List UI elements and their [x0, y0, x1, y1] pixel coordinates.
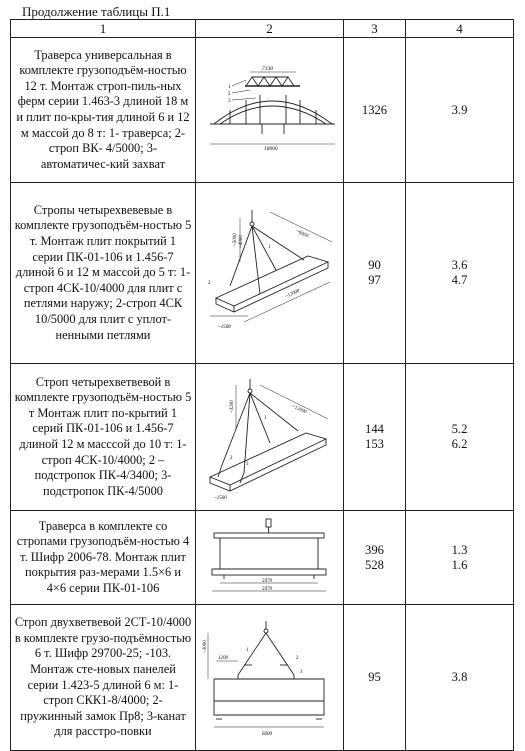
- dimension-label: ~4000: [238, 235, 244, 248]
- figure-cell: [196, 605, 344, 751]
- value: 3.8: [451, 670, 468, 684]
- dimension-label: ~5000: [232, 233, 238, 246]
- callout-number: 1: [263, 416, 266, 421]
- dimension-label: 6000: [261, 731, 272, 737]
- dimension-label: 5970: [261, 586, 272, 592]
- callout-number: 3: [299, 669, 302, 675]
- callout-number: 3: [227, 99, 230, 104]
- value: 5.2: [451, 422, 468, 436]
- value: 4.7: [451, 273, 468, 287]
- value: 3.9: [451, 102, 468, 117]
- header-cell-3: 3: [344, 20, 406, 38]
- dimension-label: 18000: [263, 146, 278, 152]
- dimension-label: 7130: [261, 66, 273, 72]
- callout-number: 2: [295, 655, 298, 661]
- figure-cell: [196, 364, 344, 511]
- callout-number: 1: [227, 85, 230, 90]
- value-col3: [344, 511, 406, 605]
- value: 528: [365, 557, 384, 572]
- traverse-truss-drawing: [200, 60, 340, 160]
- table-row: [11, 605, 514, 751]
- value: 1.3: [451, 542, 468, 557]
- row-description: Строп двухветвевой 2СТ-10/4000 в комплекте грузо-подъёмностью 6 т. Шифр 29700-25; -103. Монтаж сте-новых панелей серии 1.423-5 длиной 6 м: 1-строп СКК1-8/4000; 2-пружинный замок Пр8; 3-канат для расстро-повки: [11, 605, 196, 751]
- four-leg-sling-with-substraps-drawing: [200, 373, 340, 501]
- header-cell-1: 1: [11, 20, 196, 38]
- header-cell-4: 4: [406, 20, 514, 38]
- dimension-label: ~12000: [284, 288, 301, 300]
- callout-number: 1: [267, 245, 270, 250]
- table-row: [11, 511, 514, 605]
- dimension-label: ~1500: [217, 325, 231, 330]
- row-description: Траверса в комплекте со стропами грузоподъём-ностью 4 т. Шифр 2006-78. Монтаж плит покрытия раз-мерами 1.5×6 и 4×6 серии ПК-01-106: [11, 511, 196, 605]
- value: 153: [365, 437, 384, 451]
- value: 3.6: [451, 258, 468, 272]
- reference-table: [10, 19, 514, 751]
- callout-number: 2: [227, 92, 230, 97]
- row-description: Строп четырехветвевой в комплекте грузоподъём-ностью 5 т Монтаж плит по-крытий 1 серий ПК-01-106 и 1.456-7 длиной 12 м масссой до 10 т: 1- строп 4СК-10/4000; 2 –подстропок ПК-4/3400; 3- подстропок ПК-4/5000: [11, 364, 196, 511]
- traverse-with-slings-drawing: [200, 517, 340, 599]
- row-description: Траверса универсальная в комплекте грузоподъём-ностью 12 т. Монтаж строп-пиль-ных ферм серии 1.463-3 длиной 18 м и плит по-кры-тия длиной 6 и 12 м массой до 8 т: 1- траверса; 2-строп ВК- 4/5000; 3- автоматичес-кий захват: [11, 38, 196, 183]
- value: 90: [368, 258, 381, 272]
- callout-number: 2: [207, 281, 210, 286]
- value-col3: [344, 183, 406, 364]
- callout-number: 3: [245, 462, 248, 467]
- row-description: Стропы четырехвевевые в комплекте грузоподъём-ностью 5 т. Монтаж плит покрытий 1 серии ПК-01-106 и 1.456-7 длиной 6 и 12 м массой до 5 т: 1- строп 4СК-10/4000 для плит с петлями наружу; 2-строп 4СК 10/5000 для плит с уплот-ненными петлями: [11, 183, 196, 364]
- value-col4: [406, 511, 514, 605]
- value: 396: [365, 542, 384, 557]
- dimension-label: ~1500: [213, 496, 227, 501]
- value-col4: [406, 364, 514, 511]
- value: 97: [368, 273, 381, 287]
- dimension-label: ~3200: [229, 400, 235, 413]
- figure-cell: [196, 38, 344, 183]
- callout-number: 1: [245, 647, 248, 653]
- header-row: [11, 20, 514, 38]
- two-leg-sling-drawing: [200, 615, 340, 741]
- value-col4: [406, 38, 514, 183]
- header-cell-2: 2: [196, 20, 344, 38]
- value: 144: [365, 422, 384, 436]
- value: 1.6: [451, 557, 468, 572]
- table-caption: Продолжение таблицы П.1: [22, 4, 171, 19]
- value: 6.2: [451, 437, 468, 451]
- dimension-label: ~12000: [290, 404, 307, 416]
- value-col4: [406, 605, 514, 751]
- figure-cell: [196, 511, 344, 605]
- table-row: [11, 183, 514, 364]
- value-col3: [344, 364, 406, 511]
- dimension-label: ~6000: [294, 229, 309, 240]
- table-row: [11, 38, 514, 183]
- callout-number: 2: [229, 456, 232, 461]
- value: 95: [368, 670, 381, 684]
- dimension-label: ~3000: [202, 639, 208, 653]
- value-col3: [344, 38, 406, 183]
- dimension-label: 5970: [261, 578, 272, 584]
- value: 1326: [361, 102, 388, 117]
- table-row: [11, 364, 514, 511]
- four-leg-sling-drawing: [200, 198, 340, 348]
- figure-cell: [196, 183, 344, 364]
- value-col3: [344, 605, 406, 751]
- value-col4: [406, 183, 514, 364]
- dimension-label: 1200: [217, 655, 228, 661]
